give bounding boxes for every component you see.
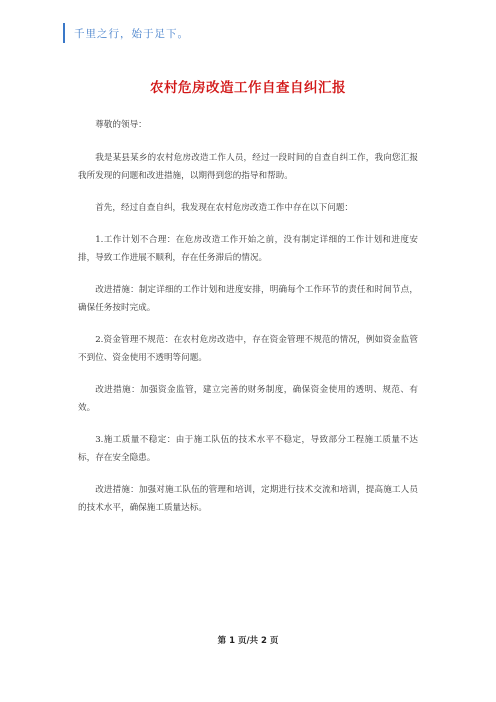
paragraph-problems-lead: 首先，经过自查自纠，我发现在农村危房改造工作中存在以下问题：: [95, 203, 354, 213]
document-body: [78, 116, 418, 531]
salutation: 尊敬的领导：: [95, 120, 147, 130]
document-title: 农村危房改造工作自查自纠汇报: [150, 80, 346, 96]
paragraph-measure-1: 改进措施：制定详细的工作计划和进度安排，明确每个工作环节的责任和时间节点，确保任务按时完成。: [78, 285, 418, 313]
page-header: [63, 22, 189, 44]
paragraph-measure-2: 改进措施：加强资金监管，建立完善的财务制度，确保资金使用的透明、规范、有效。: [78, 385, 418, 413]
paragraph-intro: 我是某县某乡的农村危房改造工作人员，经过一段时间的自查自纠工作，我向您汇报我所发现的问题和改进措施，以期得到您的指导和帮助。: [78, 153, 418, 181]
page-number: 第 1 页/共 2 页: [217, 636, 279, 646]
paragraph-problem-3: 3.施工质量不稳定：由于施工队伍的技术水平不稳定，导致部分工程施工质量不达标，存在安全隐患。: [78, 435, 418, 463]
header-motto: 千里之行，始于足下。: [74, 27, 189, 40]
paragraph-measure-3: 改进措施：加强对施工队伍的管理和培训，定期进行技术交流和培训，提高施工人员的技术水平，确保施工质量达标。: [78, 485, 418, 513]
paragraph-problem-1: 1.工作计划不合理：在危房改造工作开始之前，没有制定详细的工作计划和进度安排，导致工作进展不顺利，存在任务滞后的情况。: [78, 235, 418, 263]
header-accent-bar: [63, 23, 65, 43]
paragraph-problem-2: 2.资金管理不规范：在农村危房改造中，存在资金管理不规范的情况，例如资金监管不到位、资金使用不透明等问题。: [78, 335, 418, 363]
